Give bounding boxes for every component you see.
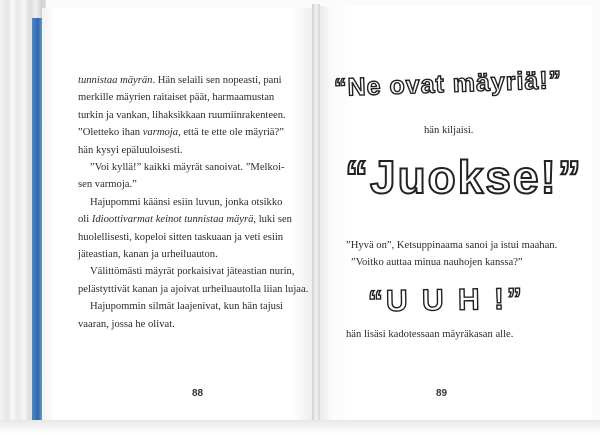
right-line-1: hän kiljaisi. (424, 125, 474, 136)
text-line (78, 211, 300, 228)
text-line (78, 298, 300, 315)
right-line-4: hän lisäsi kadotessaan mäyräkasan alle. (346, 329, 514, 340)
italic-text: tunnistaa mäyrän (78, 75, 153, 86)
text-segment: Välittömästi mäyrät porkaisivat jäteastian nurin, (90, 266, 295, 278)
book-gutter (312, 4, 320, 428)
shout-heading-1: “Ne ovat mäyriä!” (333, 66, 563, 102)
text-line (78, 89, 300, 106)
text-segment: huolellisesti, kopeloi sitten taskuaan ja veti esiin (78, 231, 284, 243)
text-line (78, 316, 300, 333)
text-segment: oli (78, 214, 92, 226)
text-line (78, 107, 300, 124)
text-segment: , luki sen (253, 214, 292, 226)
right-line-3: ”Voitko auttaa minua nauhojen kanssa?” (351, 257, 523, 268)
text-segment: vaaran, jossa he olivat. (78, 318, 175, 330)
text-segment: sen varmoja.” (78, 179, 137, 191)
text-segment: merkille mäyrien raitaiset päät, harmaamustan (78, 92, 275, 104)
text-segment: . Hän selaili sen nopeasti, pani (152, 75, 282, 86)
text-line (78, 176, 300, 193)
page-number-left: 88 (192, 388, 204, 399)
text-segment: Hajupommin silmät laajenivat, kun hän tajusi (90, 301, 284, 313)
text-segment: ”Voi kyllä!” kaikki mäyrät sanoivat. ”Melkoi- (90, 162, 285, 174)
text-segment: pelästyttivät kanan ja ajoivat urheiluautolla liian lujaa. (78, 283, 309, 295)
text-segment: ”Oletteko ihan (78, 127, 143, 139)
text-segment: , että te ette ole mäyriä?” (178, 127, 284, 139)
text-line (78, 246, 300, 263)
text-line (78, 142, 300, 159)
text-line (78, 124, 300, 141)
page-number-right: 89 (436, 388, 448, 399)
shout-heading-2: “Juokse!” (345, 151, 583, 203)
right-line-2: ”Hyvä on”, Ketsuppinaama sanoi ja istui maahan. (346, 240, 558, 251)
shout-heading-3: “U U H !” (367, 282, 526, 319)
text-segment: jäteastian, kanan ja urheiluauton. (78, 249, 218, 261)
text-segment: turkin ja vankan, lihaksikkaan ruumiinrakenteen. (78, 109, 286, 121)
book-cover-edge (32, 18, 42, 420)
text-line (78, 263, 300, 280)
text-line (78, 281, 309, 298)
left-page-text (78, 72, 309, 333)
text-segment: Hajupommi käänsi esiin luvun, jonka otsikko (90, 196, 283, 208)
text-line (78, 159, 300, 176)
italic-text: varmoja (142, 127, 179, 139)
text-segment: hän kysyi epäluuloisesti. (78, 144, 183, 156)
text-line (78, 194, 300, 211)
text-line (78, 72, 300, 89)
bottom-edge (0, 420, 600, 435)
italic-text: Idioottivarmat keinot tunnistaa mäyrä (91, 214, 254, 226)
text-line (78, 229, 300, 246)
